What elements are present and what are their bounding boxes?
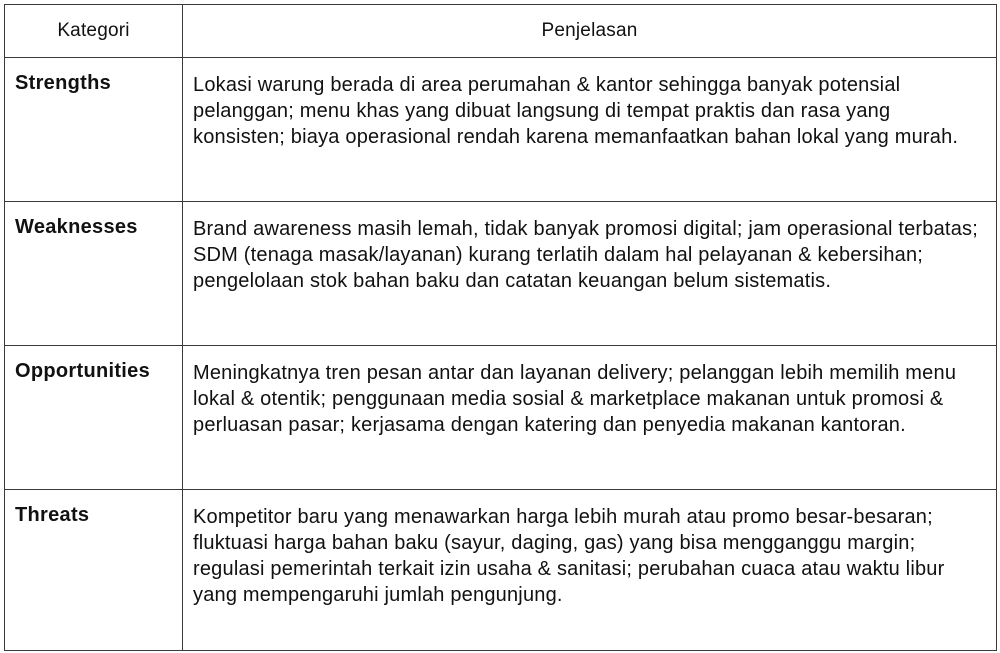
table-row [5, 346, 997, 490]
table-row [5, 202, 997, 346]
category-strengths: Strengths [5, 58, 183, 202]
category-weaknesses: Weaknesses [5, 202, 183, 346]
description-weaknesses: Brand awareness masih lemah, tidak banyak promosi digital; jam operasional terbatas; SDM (tenaga masak/layanan) kurang terlatih dalam hal pelayanan & kebersihan; pengelolaan stok bahan baku dan catatan keuangan belum sistematis. [183, 202, 997, 346]
table-row [5, 490, 997, 651]
description-strengths: Lokasi warung berada di area perumahan & kantor sehingga banyak potensial pelanggan; menu khas yang dibuat langsung di tempat praktis dan rasa yang konsisten; biaya operasional rendah karena memanfaatkan bahan lokal yang murah. [183, 58, 997, 202]
swot-table [4, 4, 997, 651]
category-opportunities: Opportunities [5, 346, 183, 490]
table-row [5, 58, 997, 202]
table-header-row [5, 5, 997, 58]
category-threats: Threats [5, 490, 183, 651]
description-opportunities: Meningkatnya tren pesan antar dan layanan delivery; pelanggan lebih memilih menu lokal & otentik; penggunaan media sosial & marketplace makanan untuk promosi & perluasan pasar; kerjasama dengan katering dan penyedia makanan kantoran. [183, 346, 997, 490]
header-kategori: Kategori [5, 5, 183, 58]
header-penjelasan: Penjelasan [183, 5, 997, 58]
description-threats: Kompetitor baru yang menawarkan harga lebih murah atau promo besar-besaran; fluktuasi harga bahan baku (sayur, daging, gas) yang bisa mengganggu margin; regulasi pemerintah terkait izin usaha & sanitasi; perubahan cuaca atau waktu libur yang mempengaruhi jumlah pengunjung. [183, 490, 997, 651]
